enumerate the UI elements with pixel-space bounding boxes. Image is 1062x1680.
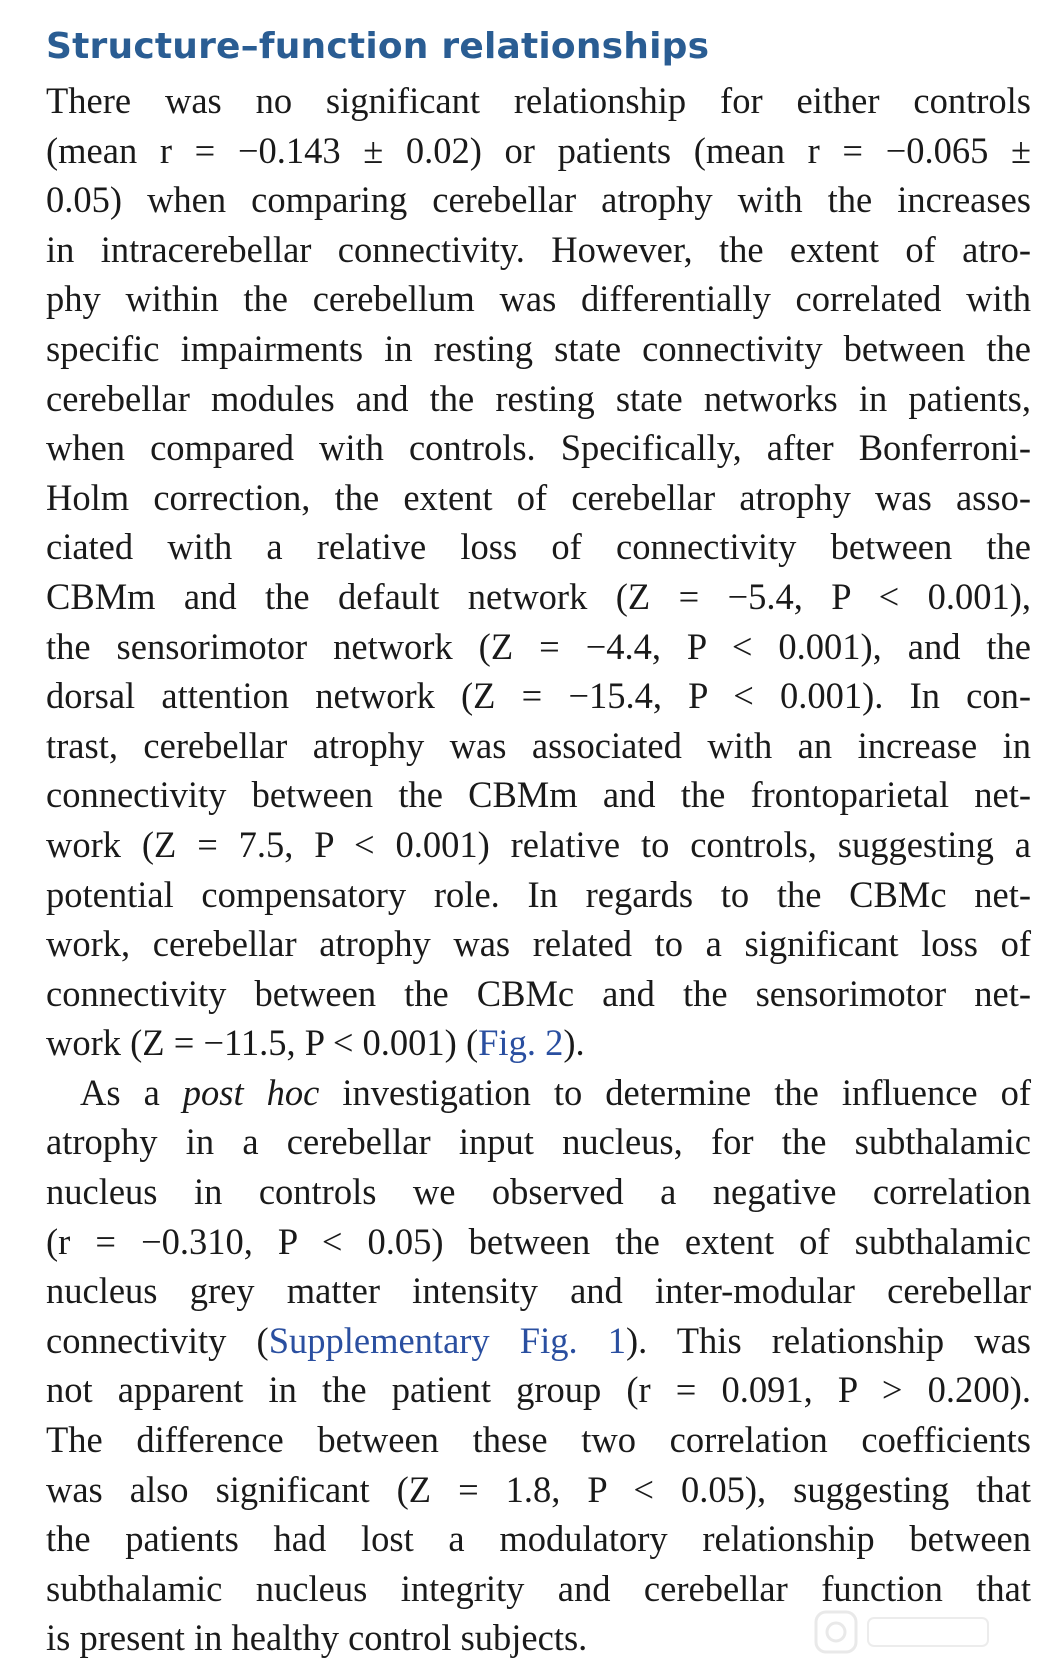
- text-line: [46, 1316, 1031, 1366]
- text-line: phy within the cerebellum was differentially correlated with: [46, 278, 1031, 320]
- article-page: [46, 22, 1031, 1663]
- text-line: work (Z = 7.5, P < 0.001) relative to controls, suggesting a: [46, 823, 1031, 865]
- figure-2-link[interactable]: Fig. 2: [478, 1022, 564, 1064]
- text-line: atrophy in a cerebellar input nucleus, for the subthalamic: [46, 1121, 1031, 1163]
- paragraph-1: [46, 76, 1031, 1068]
- text-segment: investigation to determine the influence of: [319, 1071, 1032, 1113]
- paragraph-2: [46, 1068, 1031, 1663]
- text-line: [46, 1068, 1031, 1118]
- text-line: was also significant (Z = 1.8, P < 0.05), suggesting that: [46, 1468, 1031, 1510]
- text-line: There was no significant relationship for either controls: [46, 80, 1031, 121]
- text-line: nucleus in controls we observed a negative correlation: [46, 1171, 1031, 1213]
- text-line: connectivity between the CBMm and the frontoparietal net-: [46, 774, 1031, 816]
- text-line: subthalamic nucleus integrity and cerebellar function that: [46, 1567, 1031, 1609]
- text-segment: As a: [80, 1071, 183, 1113]
- text-line: in intracerebellar connectivity. However, the extent of atro-: [46, 228, 1031, 270]
- text-line: dorsal attention network (Z = −15.4, P < 0.001). In con-: [46, 675, 1031, 717]
- text-line: CBMm and the default network (Z = −5.4, P < 0.001),: [46, 575, 1031, 617]
- text-line: the sensorimotor network (Z = −4.4, P < 0.001), and the: [46, 625, 1031, 667]
- text-line: The difference between these two correlation coefficients: [46, 1419, 1031, 1461]
- text-segment: ).: [563, 1022, 585, 1064]
- text-line: when compared with controls. Specifically, after Bonferroni-: [46, 427, 1031, 469]
- text-line: [46, 1018, 1031, 1068]
- text-line: cerebellar modules and the resting state networks in patients,: [46, 377, 1031, 419]
- text-line: connectivity between the CBMc and the sensorimotor net-: [46, 972, 1031, 1014]
- text-segment: ). This relationship was: [626, 1319, 1031, 1361]
- text-line: not apparent in the patient group (r = 0.091, P > 0.200).: [46, 1369, 1031, 1411]
- text-line: 0.05) when comparing cerebellar atrophy with the increases: [46, 179, 1031, 221]
- text-line: Holm correction, the extent of cerebellar atrophy was asso-: [46, 476, 1031, 518]
- supplementary-fig-1-link[interactable]: Supplementary Fig. 1: [268, 1319, 627, 1361]
- text-line: potential compensatory role. In regards to the CBMc net-: [46, 873, 1031, 915]
- text-segment: connectivity (: [46, 1319, 269, 1361]
- text-line: the patients had lost a modulatory relationship between: [46, 1518, 1031, 1560]
- text-line: (r = −0.310, P < 0.05) between the extent of subthalamic: [46, 1220, 1031, 1262]
- text-line: (mean r = −0.143 ± 0.02) or patients (mean r = −0.065 ±: [46, 129, 1031, 171]
- text-line: work, cerebellar atrophy was related to a significant loss of: [46, 923, 1031, 965]
- text-line: specific impairments in resting state connectivity between the: [46, 327, 1031, 369]
- text-line: trast, cerebellar atrophy was associated with an increase in: [46, 724, 1031, 766]
- text-segment: work (Z = −11.5, P < 0.001) (: [46, 1022, 479, 1064]
- text-line: is present in healthy control subjects.: [46, 1617, 588, 1659]
- section-heading: Structure–function relationships: [46, 26, 710, 67]
- italic-text: post hoc: [182, 1071, 320, 1113]
- text-line: ciated with a relative loss of connectivity between the: [46, 526, 1031, 568]
- text-line: nucleus grey matter intensity and inter-modular cerebellar: [46, 1270, 1031, 1312]
